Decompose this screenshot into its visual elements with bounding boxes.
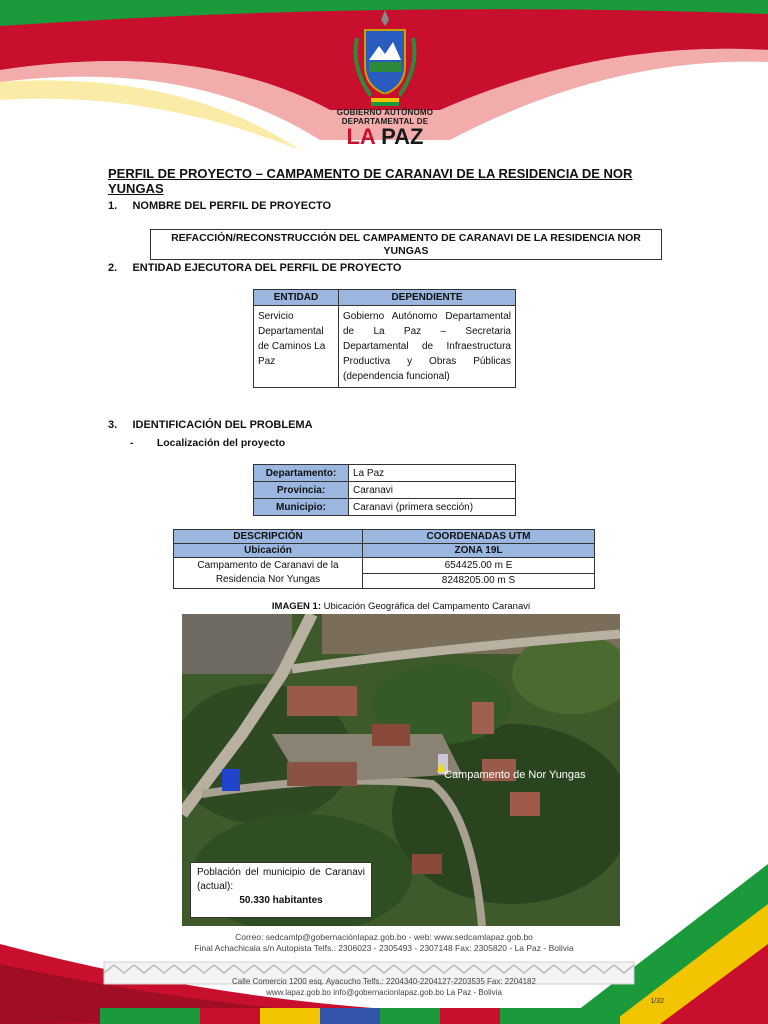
footer-contact-line4: www.lapaz.gob.bo info@gobernacionlapaz.gob.bo La Paz - Bolivia xyxy=(266,988,502,997)
south-value: 8248205.00 m S xyxy=(363,573,595,589)
logo-text-line1: GOBIERNO AUTÓNOMO xyxy=(336,108,434,117)
section3-heading: 3. IDENTIFICACIÓN DEL PROBLEMA xyxy=(108,419,313,431)
footer-contact-line1: Correo: sedcamlp@gobernaciónlapaz.gob.bo - web: www.sedcamlapaz.gob.bo xyxy=(235,932,533,942)
coordinates-header: COORDENADAS UTM xyxy=(363,530,595,544)
coordinates-table xyxy=(173,529,595,589)
location-row xyxy=(254,465,516,482)
footer-contact-line3: Calle Comercio 1200 esq. Ayacucho Telfs.: 2204340-2204127-2203535 Fax: 2204182 xyxy=(232,977,536,986)
entity-table xyxy=(253,289,516,388)
location-subheading: - Localización del proyecto xyxy=(130,437,286,449)
section1-heading: 1. NOMBRE DEL PERFIL DE PROYECTO xyxy=(108,200,332,212)
caption-label: IMAGEN 1: xyxy=(271,601,321,612)
ubicacion-header: Ubicación xyxy=(174,544,363,558)
location-key: Departamento: xyxy=(254,465,349,482)
location-value: Caranavi xyxy=(349,482,516,499)
page-number: 1/32 xyxy=(650,998,664,1005)
logo-text-line3 xyxy=(330,126,440,148)
east-value: 654425.00 m E xyxy=(363,558,595,574)
dependiente-header: DEPENDIENTE xyxy=(339,290,516,306)
description-header: DESCRIPCIÓN xyxy=(174,530,363,544)
logo-paz: PAZ xyxy=(381,124,424,149)
logo-la: LA xyxy=(346,124,375,149)
entidad-value: Servicio Departamental de Caminos La Paz xyxy=(254,306,339,388)
location-key: Municipio: xyxy=(254,499,349,516)
population-text: Población del municipio de Caranavi (actual): xyxy=(197,867,365,892)
logo-text-line2: DEPARTAMENTAL DE xyxy=(341,117,429,126)
location-key: Provincia: xyxy=(254,482,349,499)
map-label: Campamento de Nor Yungas xyxy=(444,769,586,781)
population-value: 50.330 habitantes xyxy=(239,895,323,906)
footer-contact-line2: Final Achachicala s/n Autopista Telfs.: 2306023 - 2305493 - 2307148 Fax: 2305820 - La Paz - Bolivia xyxy=(194,943,574,953)
coat-of-arms-icon xyxy=(345,8,425,108)
project-name-box: REFACCIÓN/RECONSTRUCCIÓN DEL CAMPAMENTO DE CARANAVI DE LA RESIDENCIA NOR YUNGAS xyxy=(150,229,662,260)
place-value: Campamento de Caranavi de la Residencia Nor Yungas xyxy=(174,558,363,589)
population-box xyxy=(190,862,372,918)
image-caption xyxy=(182,601,620,612)
gobierno-logo xyxy=(330,8,440,158)
location-table xyxy=(253,464,516,516)
zone-header: ZONA 19L xyxy=(363,544,595,558)
entidad-header: ENTIDAD xyxy=(254,290,339,306)
location-value: Caranavi (primera sección) xyxy=(349,499,516,516)
location-row xyxy=(254,482,516,499)
location-row xyxy=(254,499,516,516)
caption-text: Ubicación Geográfica del Campamento Caranavi xyxy=(320,601,531,612)
dependiente-value: Gobierno Autónomo Departamental de La Paz – Secretaria Departamental de Infraestructura Productiva y Obras Públicas (dependencia funcional) xyxy=(339,306,516,388)
page-title: PERFIL DE PROYECTO – CAMPAMENTO DE CARANAVI DE LA RESIDENCIA DE NOR YUNGAS xyxy=(108,166,633,196)
location-value: La Paz xyxy=(349,465,516,482)
section2-heading: 2. ENTIDAD EJECUTORA DEL PERFIL DE PROYECTO xyxy=(108,262,402,274)
